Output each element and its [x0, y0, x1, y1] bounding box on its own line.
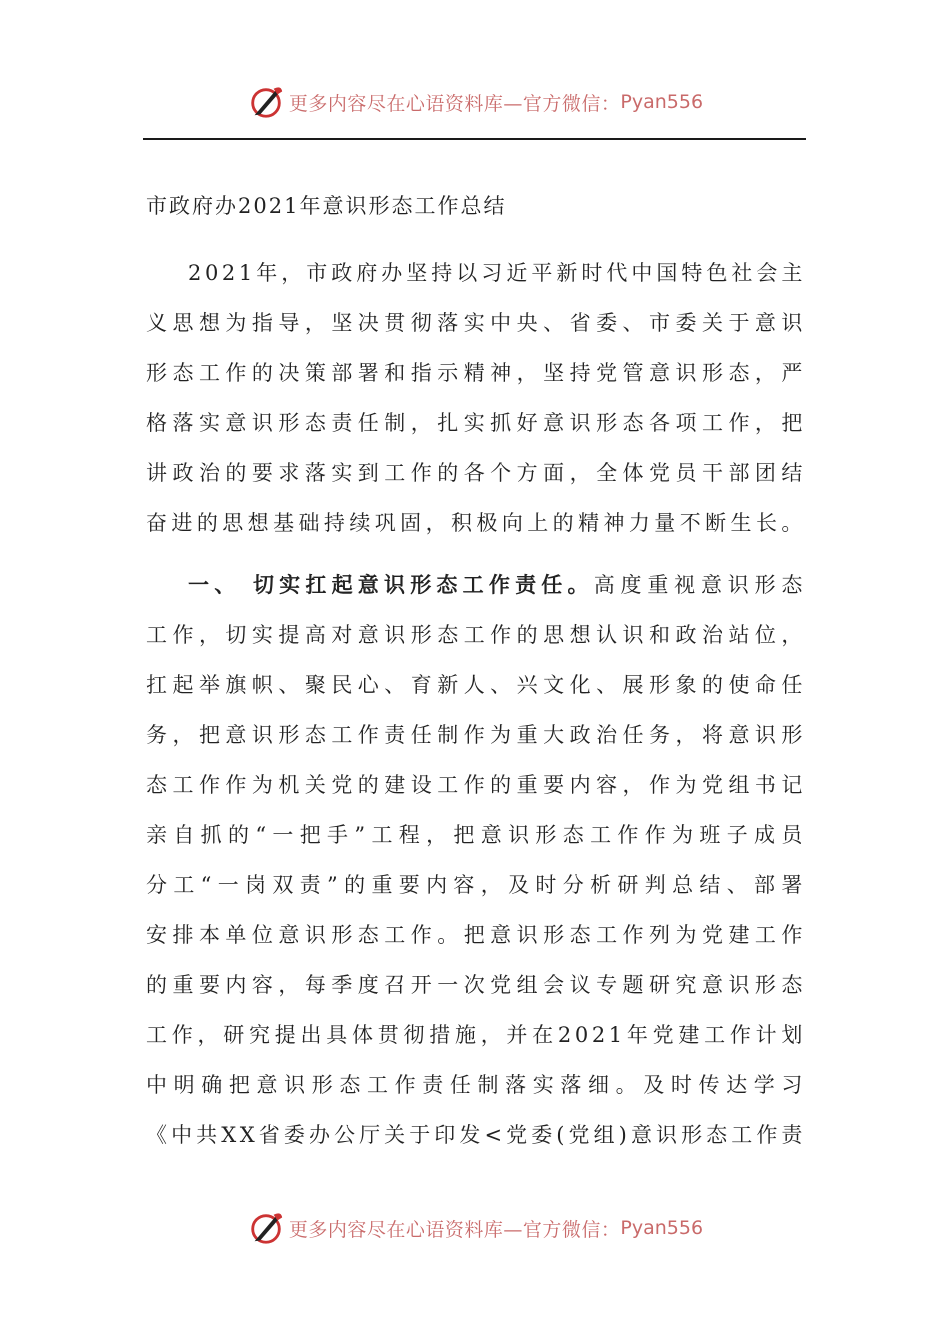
- text-line: 中明确把意识形态工作责任制落实落细。及时传达学习: [146, 1073, 806, 1097]
- text-line: 态工作作为机关党的建设工作的重要内容，作为党组书记: [146, 773, 806, 797]
- text-line: 2021年，市政府办坚持以习近平新时代中国特色社会主: [188, 261, 806, 285]
- banner-text: 更多内容尽在心语资料库—官方微信：: [288, 92, 621, 115]
- header-divider: [143, 138, 806, 140]
- banner-wechat-id: Pyan556: [620, 1217, 704, 1239]
- text-line: 义思想为指导，坚决贯彻落实中央、省委、市委关于意识: [146, 311, 806, 335]
- footer-banner: [0, 1206, 950, 1250]
- text-line: 亲自抓的“一把手”工程，把意识形态工作作为班子成员: [146, 823, 806, 847]
- document-title: 市政府办2021年意识形态工作总结: [146, 194, 507, 218]
- text-line: 工作，切实提高对意识形态工作的思想认识和政治站位，: [146, 623, 806, 647]
- text-line: 务，把意识形态工作责任制作为重大政治任务，将意识形: [146, 723, 806, 747]
- document-body: [146, 178, 806, 1160]
- paragraph-intro: [146, 248, 806, 548]
- text-line: 工作，研究提出具体贯彻措施，并在2021年党建工作计划: [146, 1023, 806, 1047]
- text-line: 安排本单位意识形态工作。把意识形态工作列为党建工作: [146, 923, 806, 947]
- banner-wechat-id: Pyan556: [620, 91, 704, 113]
- quill-logo-icon: [247, 1209, 285, 1247]
- header-banner: [0, 80, 950, 124]
- section-first-line-rest: 高度重视意识形态: [593, 573, 806, 597]
- text-line: 扛起举旗帜、聚民心、育新人、兴文化、展形象的使命任: [146, 673, 806, 697]
- section-heading: 一、 切实扛起意识形态工作责任。: [188, 572, 594, 597]
- section-first-line: [146, 560, 806, 610]
- text-line: 的重要内容，每季度召开一次党组会议专题研究意识形态: [146, 973, 806, 997]
- text-line: 讲政治的要求落实到工作的各个方面，全体党员干部团结: [146, 461, 806, 485]
- banner-text: 更多内容尽在心语资料库—官方微信：: [288, 1218, 621, 1241]
- text-line: 形态工作的决策部署和指示精神，坚持党管意识形态，严: [146, 361, 806, 385]
- text-line: 奋进的思想基础持续巩固，积极向上的精神力量不断生长。: [146, 511, 806, 535]
- quill-logo-icon: [247, 83, 285, 121]
- text-line: 格落实意识形态责任制，扎实抓好意识形态各项工作，把: [146, 411, 806, 435]
- paragraph-section-1: [146, 560, 806, 1160]
- text-line: 《中共XX省委办公厅关于印发<党委(党组)意识形态工作责: [146, 1123, 806, 1147]
- text-line: 分工“一岗双责”的重要内容，及时分析研判总结、部署: [146, 873, 806, 897]
